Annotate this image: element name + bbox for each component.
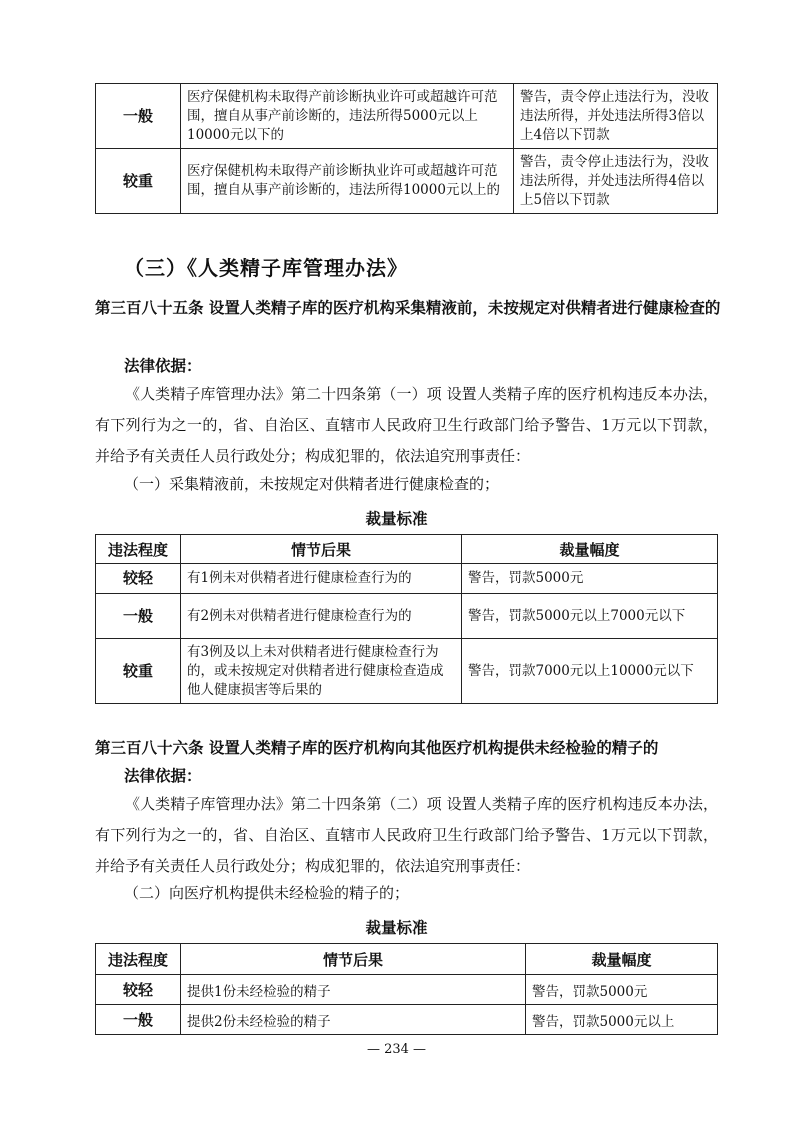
column-header: 裁量幅度	[526, 944, 718, 975]
column-header: 违法程度	[96, 944, 181, 975]
degree-cell: 较重	[96, 639, 181, 704]
facts-cell: 医疗保健机构未取得产前诊断执业许可或超越许可范围，擅自从事产前诊断的，违法所得10000元以上的	[181, 149, 514, 214]
column-header: 情节后果	[181, 944, 526, 975]
article-title: 第三百八十五条 设置人类精子库的医疗机构采集精液前，未按规定对供精者进行健康检查的	[95, 299, 721, 317]
column-header: 违法程度	[96, 535, 181, 564]
legal-basis-text: 《人类精子库管理办法》第二十四条第（一）项 设置人类精子库的医疗机构违反本办法，有下列行为之一的，省、自治区、直辖市人民政府卫生行政部门给予警告、1万元以下罚款，并给予有关责任人员行政处分；构成犯罪的，依法追究刑事责任：	[95, 385, 718, 465]
table-row	[96, 149, 718, 214]
clause-item: （一）采集精液前，未按规定对供精者进行健康检查的；	[124, 475, 500, 493]
column-header: 情节后果	[181, 535, 462, 564]
table-row	[96, 639, 718, 704]
degree-cell: 较重	[96, 149, 181, 214]
table-row	[96, 594, 718, 639]
facts-cell: 有3例及以上未对供精者进行健康检查行为的，或未按规定对供精者进行健康检查造成他人健康损害等后果的	[181, 639, 462, 704]
legal-basis-label: 法律依据：	[124, 357, 202, 375]
legal-basis-text: 《人类精子库管理办法》第二十四条第（二）项 设置人类精子库的医疗机构违反本办法，有下列行为之一的，省、自治区、直辖市人民政府卫生行政部门给予警告、1万元以下罚款，并给予有关责任人员行政处分；构成犯罪的，依法追究刑事责任：	[95, 795, 718, 875]
degree-cell: 一般	[96, 1005, 181, 1035]
legal-basis-label: 法律依据：	[124, 767, 202, 785]
table-row	[96, 84, 718, 149]
column-header: 裁量幅度	[462, 535, 718, 564]
table-row	[96, 1005, 718, 1035]
penalty-cell: 警告，罚款5000元	[526, 975, 718, 1005]
penalty-table-health-check	[95, 534, 718, 704]
facts-cell: 有1例未对供精者进行健康检查行为的	[181, 564, 462, 594]
penalty-table-untested-sperm	[95, 943, 718, 1035]
penalty-table-prenatal	[95, 83, 718, 214]
table-row	[96, 975, 718, 1005]
clause-item: （二）向医疗机构提供未经检验的精子的；	[124, 884, 410, 902]
degree-cell: 一般	[96, 594, 181, 639]
degree-cell: 一般	[96, 84, 181, 149]
page-number: — 234 —	[366, 1042, 427, 1057]
section-heading: （三）《人类精子库管理办法》	[124, 256, 408, 280]
table-header-row	[96, 944, 718, 975]
penalty-cell: 警告，责令停止违法行为，没收违法所得，并处违法所得3倍以上4倍以下罚款	[514, 84, 718, 149]
penalty-cell: 警告，罚款7000元以上10000元以下	[462, 639, 718, 704]
penalty-cell: 警告，罚款5000元	[462, 564, 718, 594]
table-row	[96, 564, 718, 594]
facts-cell: 提供2份未经检验的精子	[181, 1005, 526, 1035]
table-caption: 裁量标准	[365, 919, 428, 937]
facts-cell: 医疗保健机构未取得产前诊断执业许可或超越许可范围，擅自从事产前诊断的，违法所得5000元以上10000元以下的	[181, 84, 514, 149]
article-title: 第三百八十六条 设置人类精子库的医疗机构向其他医疗机构提供未经检验的精子的	[95, 739, 659, 757]
penalty-cell: 警告，责令停止违法行为，没收违法所得，并处违法所得4倍以上5倍以下罚款	[514, 149, 718, 214]
degree-cell: 较轻	[96, 564, 181, 594]
facts-cell: 提供1份未经检验的精子	[181, 975, 526, 1005]
penalty-cell: 警告，罚款5000元以上	[526, 1005, 718, 1035]
penalty-cell: 警告，罚款5000元以上7000元以下	[462, 594, 718, 639]
table-header-row	[96, 535, 718, 564]
facts-cell: 有2例未对供精者进行健康检查行为的	[181, 594, 462, 639]
degree-cell: 较轻	[96, 975, 181, 1005]
table-caption: 裁量标准	[365, 510, 428, 528]
